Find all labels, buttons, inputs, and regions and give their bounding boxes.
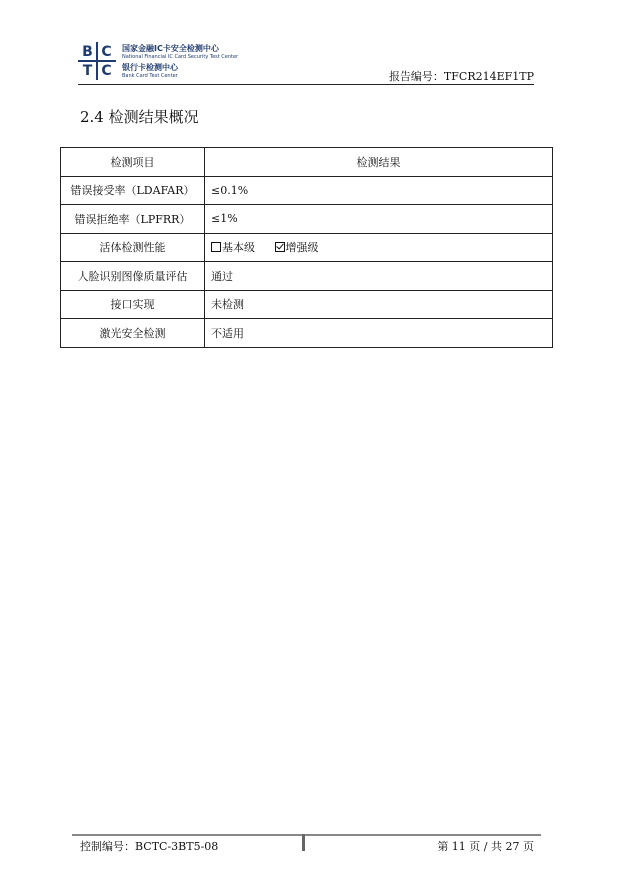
table-row — [61, 262, 553, 291]
header-result: 检测结果 — [205, 148, 553, 177]
row-item: 活体检测性能 — [61, 233, 205, 262]
org-name-cn: 国家金融IC卡安全检测中心 — [122, 44, 219, 53]
row-result: ≤0.1% — [205, 176, 553, 205]
header-item: 检测项目 — [61, 148, 205, 177]
table-row — [61, 233, 553, 262]
footer-divider-left — [72, 834, 302, 836]
unchecked-box-icon — [211, 242, 221, 252]
section-title: 2.4 检测结果概况 — [80, 108, 199, 126]
page-info: 第 11 页 / 共 27 页 — [437, 840, 534, 853]
footer-divider-right — [305, 834, 541, 836]
org-name-en: National Financial IC Card Security Test Center — [122, 54, 239, 60]
sub-org-name-en: Bank Card Test Center — [122, 73, 178, 79]
row-result — [205, 233, 553, 262]
row-item: 人脸识别图像质量评估 — [61, 262, 205, 291]
row-result: ≤1% — [205, 205, 553, 234]
row-item: 激光安全检测 — [61, 319, 205, 348]
control-number: 控制编号：BCTC-3BT5-08 — [80, 840, 219, 853]
option-basic: 基本级 — [211, 241, 255, 254]
checked-box-icon — [275, 242, 285, 252]
table-row — [61, 319, 553, 348]
organization-name — [122, 44, 238, 80]
sub-org-name-cn: 银行卡检测中心 — [122, 63, 178, 72]
results-table — [60, 147, 553, 348]
row-item: 接口实现 — [61, 290, 205, 319]
table-row — [61, 176, 553, 205]
option-enhanced: 增强级 — [275, 241, 319, 254]
bctc-logo: B C T C — [78, 42, 116, 80]
report-number: 报告编号：TFCR214EF1TP — [388, 70, 534, 83]
row-result: 不适用 — [205, 319, 553, 348]
footer-separator — [302, 834, 305, 851]
row-item: 错误拒绝率（LPFRR） — [61, 205, 205, 234]
header-divider — [78, 84, 534, 85]
row-item: 错误接受率（LDAFAR） — [61, 176, 205, 205]
table-row — [61, 290, 553, 319]
table-row — [61, 205, 553, 234]
table-header-row — [61, 148, 553, 177]
row-result: 未检测 — [205, 290, 553, 319]
page-header — [78, 42, 534, 86]
row-result: 通过 — [205, 262, 553, 291]
